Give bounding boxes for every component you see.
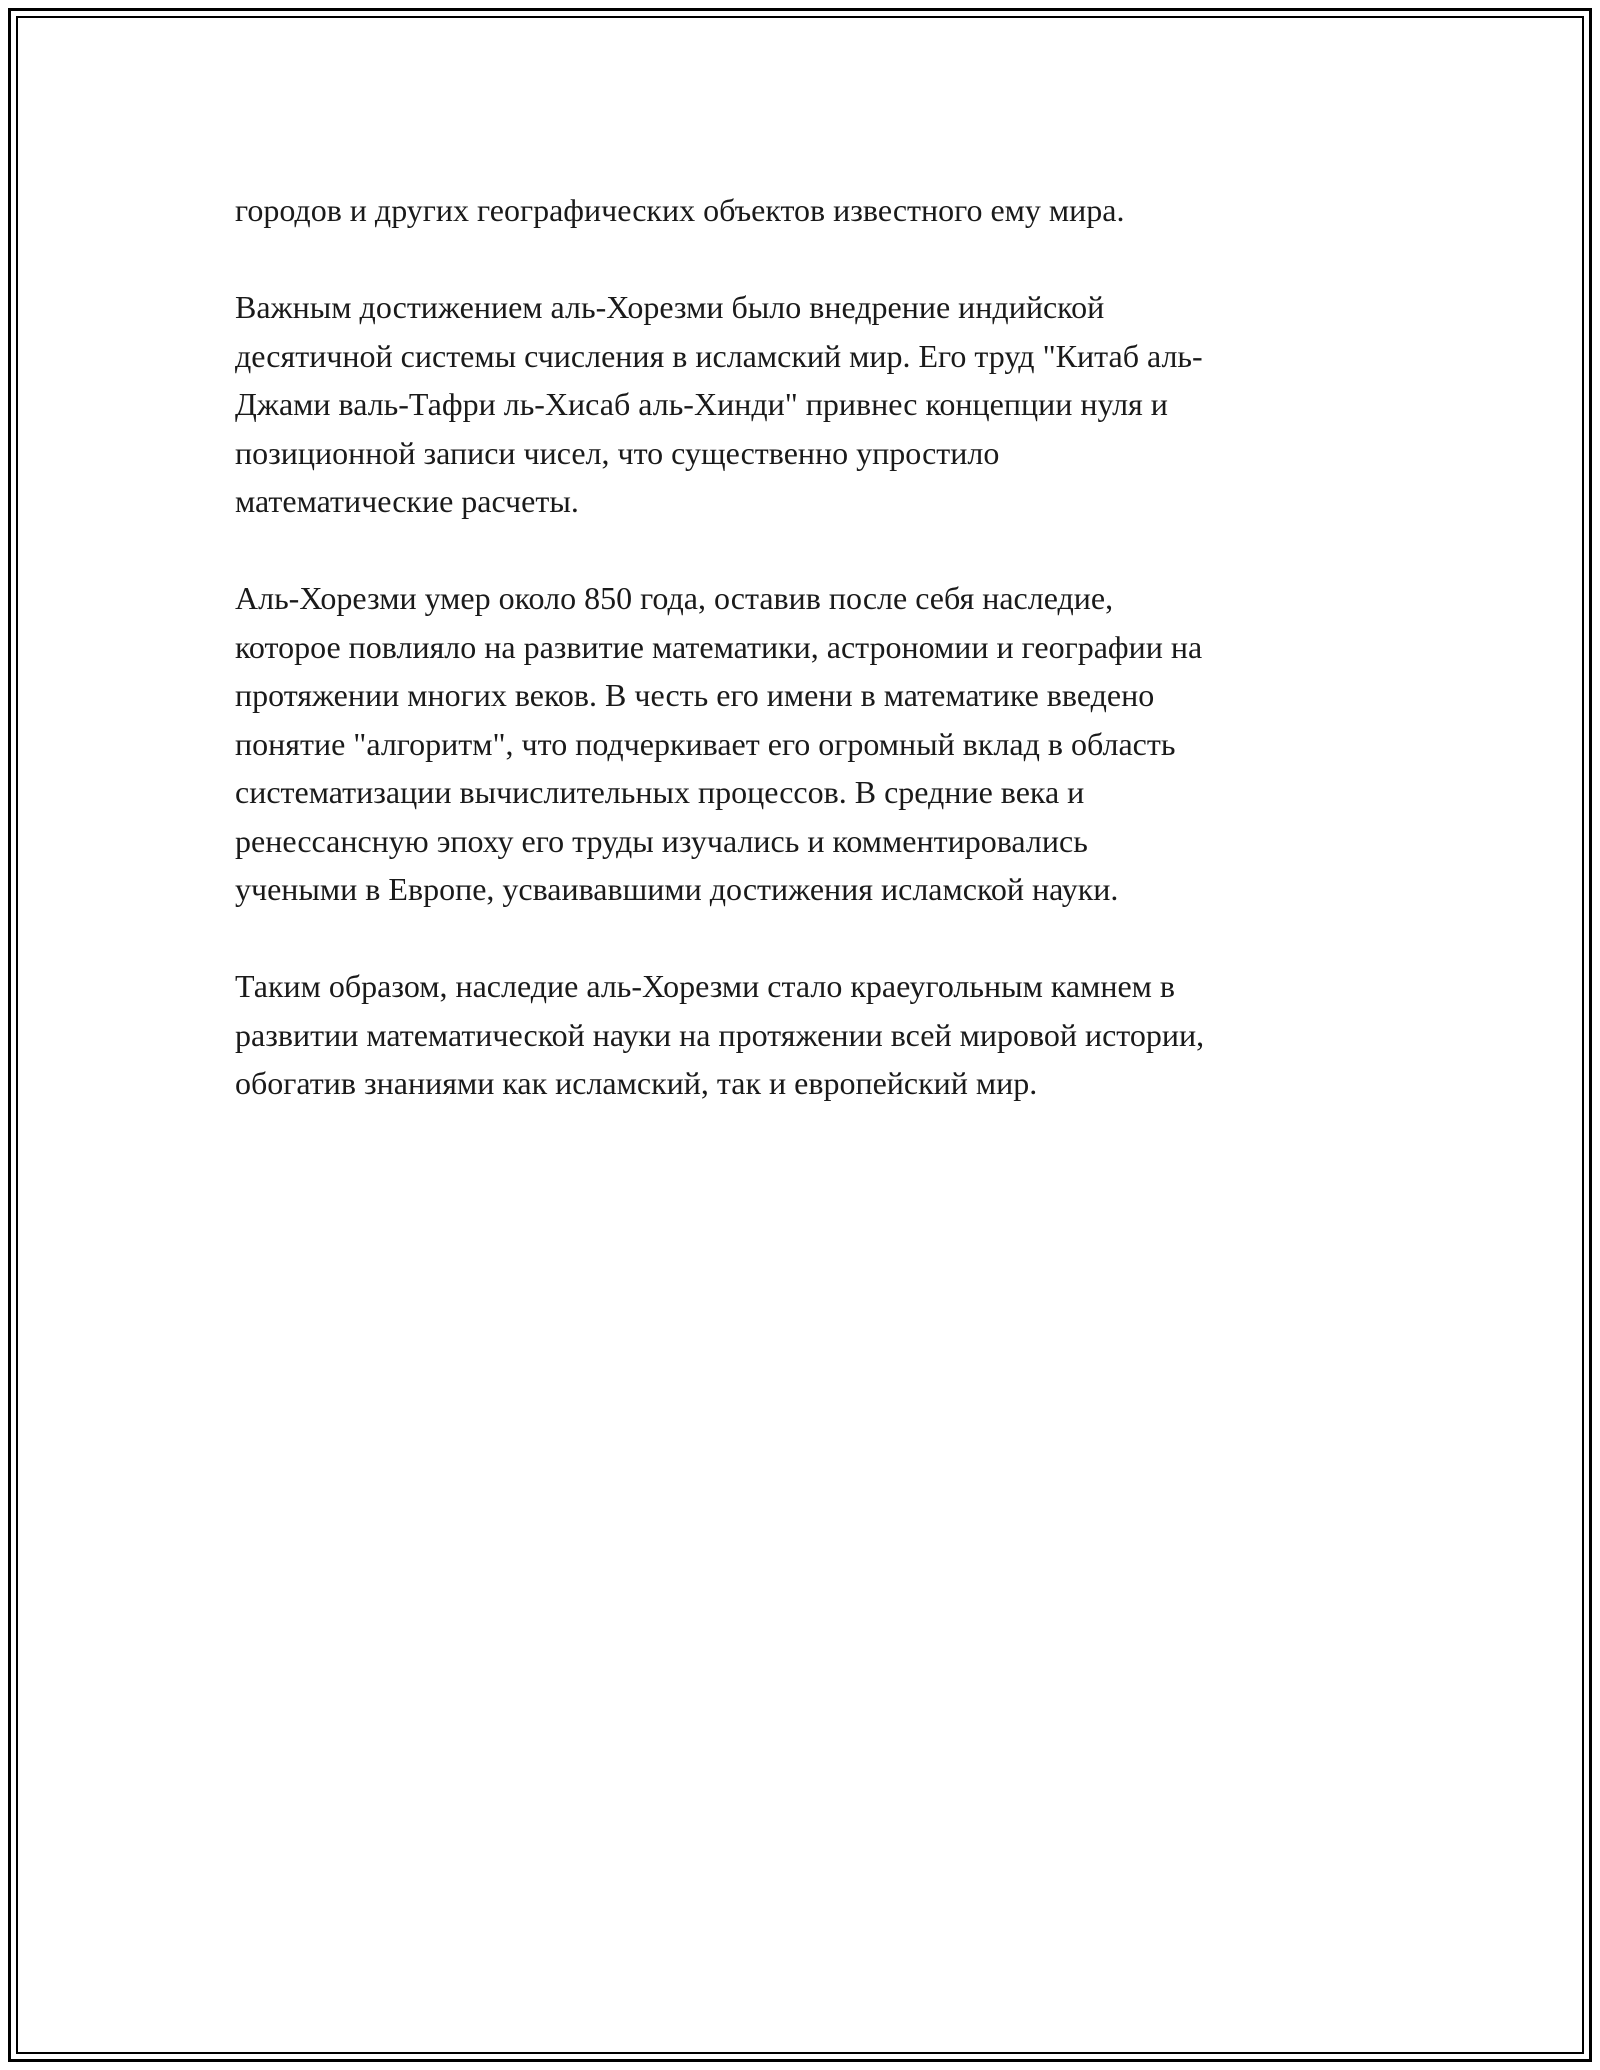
document-body	[235, 186, 1375, 1156]
paragraph-4: Таким образом, наследие аль-Хорезми стало краеугольным камнем в развитии математической науки на протяжении всей мировой истории, обогатив знаниями как исламский, так и европейский мир.	[235, 968, 1205, 1101]
paragraph-1: городов и других географических объектов известного ему мира.	[235, 192, 1125, 228]
paragraph-3: Аль-Хорезми умер около 850 года, оставив после себя наследие, которое повлияло на развитие математики, астрономии и географии на протяжении многих веков. В честь его имени в математике введено понятие "алгоритм", что подчеркивает его огромный вклад в область систематизации вычислительных процессов. В средние века и ренессансную эпоху его труды изучались и комментировались учеными в Европе, усваивавшими достижения исламской науки.	[235, 580, 1203, 907]
paragraph-2: Важным достижением аль-Хорезми было внедрение индийской десятичной системы счисления в исламский мир. Его труд "Китаб аль- Джами валь-Тафри ль-Хисаб аль-Хинди" привнес концепции нуля и позиционной записи чисел, что существенно упростило математические расчеты.	[235, 289, 1203, 519]
